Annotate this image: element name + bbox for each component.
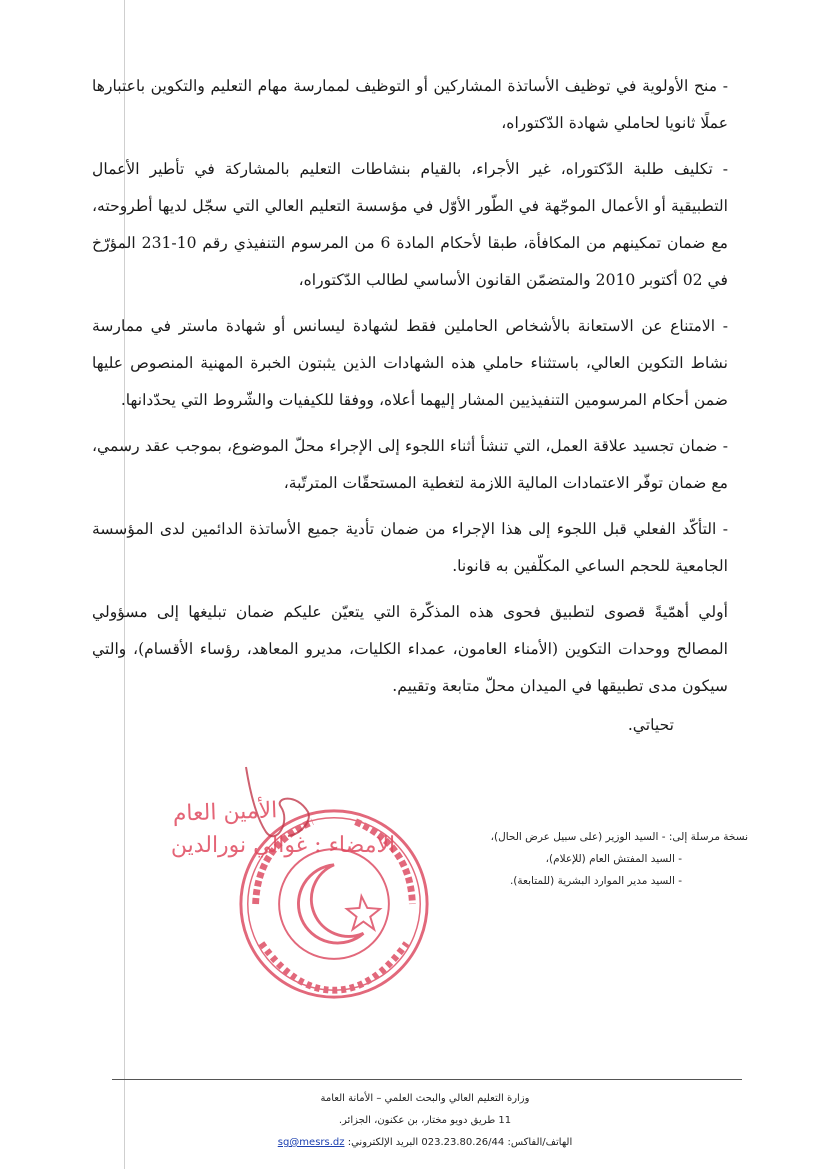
letter-body <box>92 68 728 753</box>
footer-ministry: وزارة التعليم العالي والبحث العلمي – الأمانة العامة <box>320 1093 530 1104</box>
paragraph-work-contract: - ضمان تجسيد علاقة العمل، التي تنشأ أثناء اللجوء إلى الإجراء محلّ الموضوع، بموجب عقد رسمي، مع ضمان توفّر الاعتمادات المالية اللازمة لتغطية المستحقّات المترتّبة، <box>92 437 728 492</box>
footer-divider <box>112 1079 742 1080</box>
copy-recipient-hr-director: - السيد مدير الموارد البشرية (للمتابعة). <box>509 875 682 887</box>
footer-contact <box>250 1132 600 1154</box>
copy-recipient-minister: نسخة مرسلة إلى: - السيد الوزير (على سبيل عرض الحال)، <box>490 831 748 843</box>
paragraph-license-master: - الامتناع عن الاستعانة بالأشخاص الحاملين فقط لشهادة ليسانس أو شهادة ماستر في ممارسة نشاط التكوين العالي، باستثناء حاملي هذه الشهادات الذين يثبتون الخبرة المهنية المنصوص عليها ضمن أحكام المرسومين التنفيذيين المشار إليهما أعلاه، ووفقا للكيفيات والشّروط التي يحدّدانها. <box>92 317 728 409</box>
paragraph-priority-hiring: - منح الأولوية في توظيف الأساتذة المشاركين أو التوظيف لممارسة مهام التعليم والتكوين باعتبارها عملًا ثانويا لحاملي شهادة الدّكتوراه، <box>92 77 728 132</box>
phone-number: 023.23.80.26/44 <box>421 1137 505 1148</box>
footer-address: 11 طريق دويو مختار، بن عكنون، الجزائر. <box>338 1115 512 1126</box>
paragraph-importance: أولي أهمّيةً قصوى لتطبيق فحوى هذه المذكّرة التي يتعيّن عليكم ضمان تبليغها إلى مسؤولي المصالح ووحدات التكوين (الأمناء العامون، عمداء الكليات، مديرو المعاهد، رؤساء الأقسام)، والتي سيكون مدى تطبيقها في الميدان محلّ متابعة وتقييم. <box>92 603 728 695</box>
phone-label: الهاتف/الفاكس: <box>507 1137 573 1148</box>
paragraph-doctoral-students: - تكليف طلبة الدّكتوراه، غير الأجراء، بالقيام بنشاطات التعليم بالمشاركة في تأطير الأعمال التطبيقية أو الأعمال الموجّهة في الطّور الأوّل في مؤسسة التعليم العالي التي سجّل لديها أطروحته، مع ضمان تمكينهم من المكافأة، طبقا لأحكام المادة 6 من المرسوم التنفيذي رقم 10-231 المؤرّخ في 02 أكتوبر 2010 والمتضمّن القانون الأساسي لطالب الدّكتوراه، <box>92 160 729 289</box>
letterhead-footer <box>250 1088 600 1154</box>
closing-greeting: تحياتي. <box>627 716 674 734</box>
copy-recipient-inspector: - السيد المفتش العام (للإعلام)، <box>545 853 682 865</box>
email-label: البريد الإلكتروني: <box>347 1137 419 1148</box>
signature-name: الامضاء : غوالي نورالدين <box>170 833 396 858</box>
signature-title: الأمين العام <box>172 798 278 827</box>
email-link[interactable]: sg@mesrs.dz <box>277 1137 345 1148</box>
copies-distribution <box>452 826 748 892</box>
paragraph-permanent-staff: - التأكّد الفعلي قبل اللجوء إلى هذا الإجراء من ضمان تأدية جميع الأساتذة الدائمين لدى المؤسسة الجامعية للحجم الساعي المكلّفين به قانونا. <box>92 520 728 575</box>
